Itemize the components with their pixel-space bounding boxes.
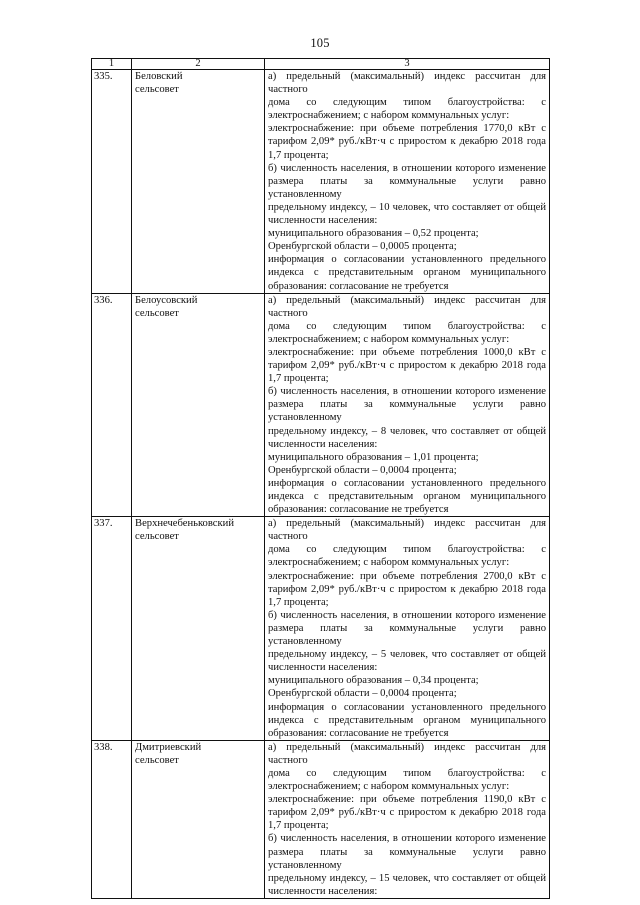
description-line: а) предельный (максимальный) индекс рассчитан для частного xyxy=(268,518,546,543)
description-line: 1,7 процента; xyxy=(268,149,329,161)
row-number: 336. xyxy=(92,293,132,517)
description-line: тарифом 2,09* руб./кВт·ч с приростом к декабрю 2018 года xyxy=(268,136,546,148)
index-description xyxy=(265,293,550,517)
description-line: информация о согласовании установленного предельного xyxy=(268,701,546,713)
description-line: тарифом 2,09* руб./кВт·ч с приростом к декабрю 2018 года xyxy=(268,807,546,819)
description-line: электроснабжением; с набором коммунальных услуг: xyxy=(268,557,510,569)
description-line: размера платы за коммунальные услуги равно установленному xyxy=(268,846,546,871)
description-line: дома со следующим типом благоустройства: с xyxy=(268,97,546,109)
municipality-name-line: Беловский xyxy=(135,71,183,82)
description-line: информация о согласовании установленного предельного xyxy=(268,477,546,489)
table-row xyxy=(92,70,550,294)
municipality-name-line: сельсовет xyxy=(135,84,179,96)
municipality-name xyxy=(132,293,265,517)
municipality-name-line: Белоусовский xyxy=(135,294,198,306)
municipality-name xyxy=(132,70,265,294)
description-line: образования: согласование не требуется xyxy=(268,504,449,516)
description-line: 1,7 процента; xyxy=(268,820,329,832)
description-line: размера платы за коммунальные услуги равно установленному xyxy=(268,175,546,200)
description-line: Оренбургской области – 0,0004 процента; xyxy=(268,688,457,700)
description-line: предельному индексу, – 8 человек, что составляет от общей xyxy=(268,425,546,437)
row-number: 337. xyxy=(92,517,132,741)
description-line: б) численность населения, в отношении которого изменение xyxy=(268,162,546,174)
description-line: индекса с представительным органом муниципального xyxy=(268,267,546,279)
description-line: образования: согласование не требуется xyxy=(268,727,449,739)
table-header-row xyxy=(92,59,550,70)
index-description xyxy=(265,740,550,898)
column-header: 2 xyxy=(132,59,265,70)
row-number: 338. xyxy=(92,740,132,898)
description-line: электроснабжением; с набором коммунальных услуг: xyxy=(268,781,510,793)
description-line: б) численность населения, в отношении которого изменение xyxy=(268,609,546,621)
description-line: б) численность населения, в отношении которого изменение xyxy=(268,386,546,398)
description-line: дома со следующим типом благоустройства: с xyxy=(268,320,546,332)
description-line: численности населения: xyxy=(268,438,378,450)
table-row xyxy=(92,740,550,898)
description-line: б) численность населения, в отношении которого изменение xyxy=(268,833,546,845)
municipality-name xyxy=(132,517,265,741)
description-line: Оренбургской области – 0,0005 процента; xyxy=(268,241,457,253)
municipality-name-line: сельсовет xyxy=(135,531,179,543)
description-line: Оренбургской области – 0,0004 процента; xyxy=(268,464,457,476)
description-line: информация о согласовании установленного предельного xyxy=(268,254,546,266)
description-line: 1,7 процента; xyxy=(268,596,329,608)
table-row xyxy=(92,517,550,741)
description-line: предельному индексу, – 15 человек, что составляет от общей xyxy=(268,872,546,884)
description-line: дома со следующим типом благоустройства: с xyxy=(268,544,546,556)
description-line: предельному индексу, – 5 человек, что составляет от общей xyxy=(268,649,546,661)
description-line: образования: согласование не требуется xyxy=(268,280,449,292)
table-row xyxy=(92,293,550,517)
description-line: а) предельный (максимальный) индекс рассчитан для частного xyxy=(268,294,546,319)
description-line: тарифом 2,09* руб./кВт·ч с приростом к декабрю 2018 года xyxy=(268,360,546,372)
description-line: электроснабжение: при объеме потребления 1770,0 кВт с xyxy=(268,123,546,135)
description-line: индекса с представительным органом муниципального xyxy=(268,714,546,726)
index-description xyxy=(265,70,550,294)
description-line: численности населения: xyxy=(268,215,378,227)
column-header: 3 xyxy=(265,59,550,70)
description-line: размера платы за коммунальные услуги равно установленному xyxy=(268,399,546,424)
municipality-name-line: Верхнечебеньковский xyxy=(135,518,234,530)
municipality-name-line: Дмитриевский xyxy=(135,741,202,753)
municipality-name-line: сельсовет xyxy=(135,754,179,766)
page-number: 105 xyxy=(310,36,330,50)
index-description xyxy=(265,517,550,741)
description-line: электроснабжение: при объеме потребления 1000,0 кВт с xyxy=(268,346,546,358)
description-line: электроснабжением; с набором коммунальных услуг: xyxy=(268,333,510,345)
description-line: предельному индексу, – 10 человек, что составляет от общей xyxy=(268,201,546,213)
description-line: электроснабжение: при объеме потребления 2700,0 кВт с xyxy=(268,570,546,582)
description-line: муниципального образования – 0,52 процента; xyxy=(268,228,479,240)
description-line: тарифом 2,09* руб./кВт·ч с приростом к декабрю 2018 года xyxy=(268,583,546,595)
row-number: 335. xyxy=(92,70,132,294)
description-line: индекса с представительным органом муниципального xyxy=(268,491,546,502)
description-line: численности населения: xyxy=(268,885,378,897)
description-line: размера платы за коммунальные услуги равно установленному xyxy=(268,622,546,648)
description-line: муниципального образования – 0,34 процента; xyxy=(268,675,479,687)
municipality-name xyxy=(132,740,265,898)
description-line: а) предельный (максимальный) индекс рассчитан для частного xyxy=(268,71,546,96)
description-line: электроснабжением; с набором коммунальных услуг: xyxy=(268,110,510,122)
description-line: дома со следующим типом благоустройства: с xyxy=(268,767,546,779)
description-line: а) предельный (максимальный) индекс рассчитан для частного xyxy=(268,741,546,766)
index-table xyxy=(91,58,550,899)
description-line: численности населения: xyxy=(268,662,378,674)
description-line: 1,7 процента; xyxy=(268,373,329,385)
column-header: 1 xyxy=(92,59,132,70)
description-line: электроснабжение: при объеме потребления 1190,0 кВт с xyxy=(268,794,546,806)
description-line: муниципального образования – 1,01 процента; xyxy=(268,451,479,463)
municipality-name-line: сельсовет xyxy=(135,307,179,319)
